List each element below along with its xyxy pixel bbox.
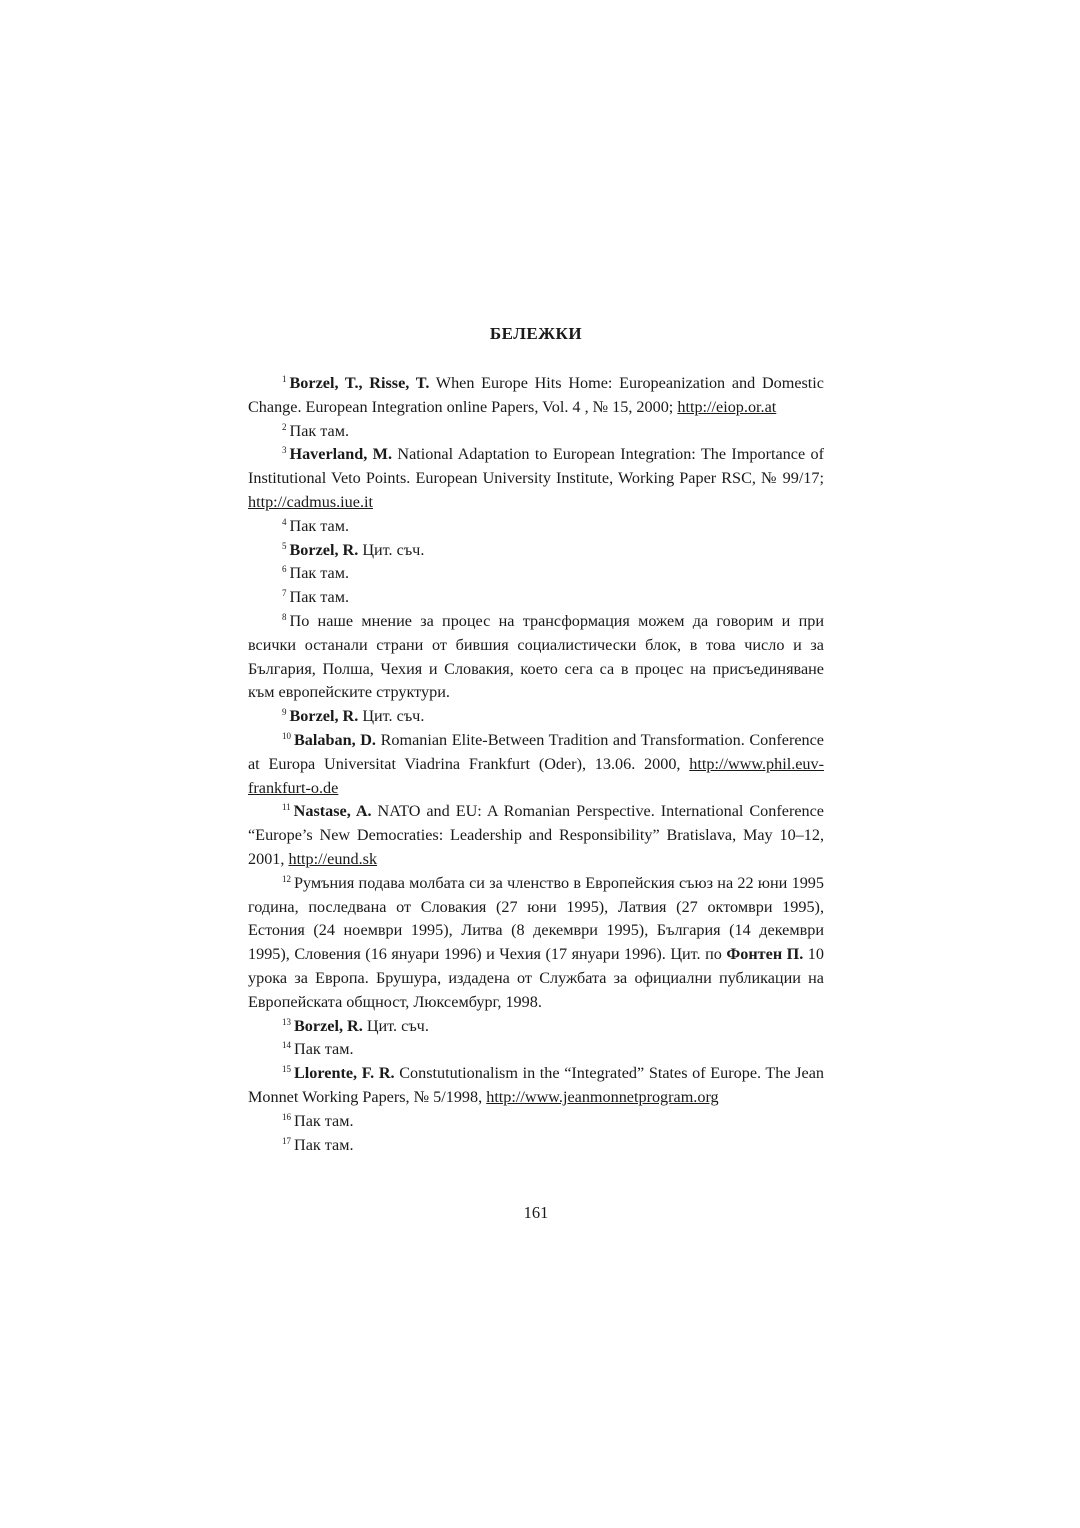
- footnote-author: Borzel, R.: [289, 540, 359, 559]
- footnote-link[interactable]: http://eund.sk: [288, 849, 378, 868]
- footnote-13: [248, 1015, 824, 1039]
- footnote-text: NATO and EU: A Romanian Perspective. International Conference “Europe’s New Democraties: Leadership and Responsibility” Bratislava, May 10–12, 2001,: [248, 802, 824, 868]
- footnote-text: National Adaptation to European Integration: The Importance of Institutional Veto Points. European University Institute, Working Paper RSC, № 99/17;: [248, 445, 824, 488]
- footnote-3: [248, 443, 824, 514]
- footnote-number: 16: [282, 1111, 291, 1122]
- footnote-number: 15: [282, 1064, 291, 1075]
- footnote-9: [248, 705, 824, 729]
- footnote-7: [248, 586, 824, 610]
- footnote-text: Цит. съч.: [358, 540, 425, 559]
- footnote-link[interactable]: http://cadmus.iue.it: [248, 492, 373, 511]
- footnote-number: 3: [282, 445, 287, 456]
- footnote-11: [248, 800, 824, 871]
- footnote-author: Borzel, T., Risse, T.: [289, 374, 430, 392]
- footnote-text: Пак там.: [294, 1135, 354, 1154]
- footnote-author: Borzel, R.: [289, 707, 359, 726]
- footnote-number: 12: [282, 873, 291, 884]
- footnote-1: [248, 372, 824, 420]
- footnote-text: Пак там.: [289, 564, 350, 583]
- footnote-text: Пак там.: [289, 588, 350, 607]
- footnote-14: [248, 1038, 824, 1062]
- footnote-17: [248, 1134, 824, 1158]
- footnote-text: Пак там.: [289, 421, 350, 440]
- footnote-link[interactable]: http://www.phil.euv-frankfurt-o.de: [248, 754, 824, 797]
- footnote-8: [248, 610, 824, 705]
- footnote-text: Romanian Elite-Between Tradition and Transformation. Conference at Europa Universitat Viadrina Frankfurt (Oder), 13.06. 2000,: [248, 730, 824, 773]
- footnote-author: Haverland, M.: [289, 445, 392, 464]
- notes-list: [248, 372, 824, 1157]
- footnote-text: По наше мнение за процес на трансформация можем да говорим и при всички останали страни от бившия социалистически блок, в това число и за България, Полша, Чехия и Словакия, което сега са в процес на присъединяване към европейските структури.: [248, 611, 824, 702]
- footnote-4: [248, 515, 824, 539]
- footnote-link[interactable]: http://www.jeanmonnetprogram.org: [486, 1087, 719, 1106]
- page-title: БЕЛЕЖКИ: [489, 324, 583, 343]
- footnote-5: [248, 539, 824, 563]
- footnote-text: Пак там.: [289, 516, 350, 535]
- footnote-number: 17: [282, 1135, 291, 1146]
- footnote-number: 8: [282, 611, 287, 622]
- footnote-text: Пак там.: [294, 1040, 354, 1059]
- footnote-12: [248, 872, 824, 1015]
- footnote-text: Цит. съч.: [358, 707, 425, 726]
- footnote-author: Borzel, R.: [294, 1016, 363, 1035]
- footnote-text: When Europe Hits Home: Europeanization and Domestic Change. European Integration online Papers, Vol. 4 , № 15, 2000;: [248, 374, 824, 416]
- footnote-text: Румъния подава молбата си за членство в Европейския съюз на 22 юни 1995 година, последвана от Словакия (27 юни 1995), Латвия (27 октомври 1995), Естония (24 ноември 1995), Литва (8 декември 1995), България (14 декември 1995), Словения (16 януари 1996) и Чехия (17 януари 1996). Цит. по: [248, 873, 824, 964]
- footnote-10: [248, 729, 824, 800]
- footnote-text: Пак там.: [294, 1111, 354, 1130]
- footnote-number: 4: [282, 516, 287, 527]
- footnote-number: 9: [282, 707, 287, 718]
- footnote-2: [248, 420, 824, 444]
- footnote-author: Balaban, D.: [294, 730, 376, 749]
- footnote-text: 10 урока за Европа. Брушура, издадена от Службата за официални публикации на Европейската общност, Люксембург, 1998.: [248, 945, 824, 1011]
- footnote-number: 10: [282, 730, 291, 741]
- footnote-16: [248, 1110, 824, 1134]
- footnote-number: 7: [282, 588, 287, 599]
- footnote-number: 11: [282, 802, 291, 813]
- page-number: 161: [523, 1203, 549, 1222]
- footnote-link[interactable]: http://eiop.or.at: [677, 397, 777, 416]
- footnote-number: 6: [282, 564, 287, 575]
- footnote-number: 1: [282, 374, 287, 384]
- footnote-author: Nastase, A.: [293, 802, 372, 821]
- footnote-author: Фонтен П.: [726, 945, 804, 964]
- footnote-number: 13: [282, 1016, 291, 1027]
- footnote-number: 2: [282, 421, 287, 432]
- footnote-number: 14: [282, 1040, 291, 1051]
- footnote-number: 5: [282, 540, 287, 551]
- footnote-15: [248, 1062, 824, 1110]
- footnote-author: Llorente, F. R.: [294, 1064, 395, 1083]
- footnote-6: [248, 562, 824, 586]
- footnote-text: Constututionalism in the “Integrated” States of Europe. The Jean Monnet Working Papers, № 5/1998,: [248, 1064, 824, 1106]
- footnote-text: Цит. съч.: [362, 1016, 429, 1035]
